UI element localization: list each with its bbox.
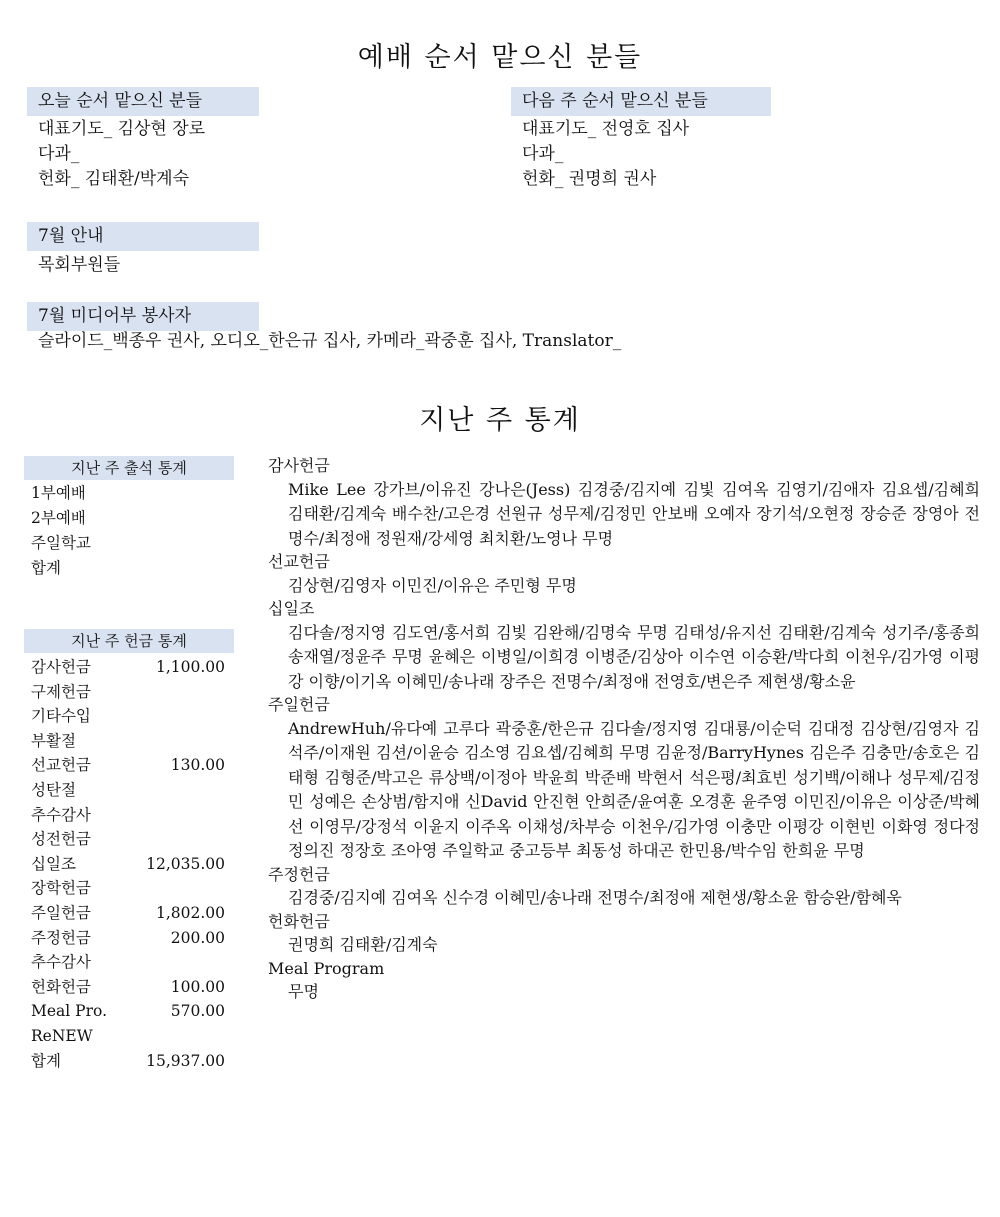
donor-group [268,694,980,864]
offering-row-name: 선교헌금 [31,756,91,775]
attendance-row: 1부예배 [31,484,86,502]
donor-group [268,911,980,958]
section-title-last-week-stats: 지난 주 통계 [419,405,581,436]
donor-names: Mike Lee 강가브/이유진 강나은(Jess) 김경중/김지예 김빛 김여옥 김영기/김애자 김요셉/김혜희 김태환/김계숙 배수찬/고은경 선원규 성무제/김정민 안보배 오예자 장기석/오현정 장승준 장영아 전명수/최정애 정원재/강세영 최치환/노영나 무명 [288,479,980,548]
offering-row-name: 구제헌금 [31,682,91,701]
next-week-role-flowers: 헌화_ 권명희 권사 [522,169,657,189]
offering-row-amount: 200.00 [170,928,225,947]
donor-names: AndrewHuh/유다예 고루다 곽중훈/한은규 김다솔/정지영 김대룡/이순덕 김대정 김상현/김영자 김석주/이재원 김션/이윤승 김소영 김요셉/김혜희 무명 김윤정/BarryHynes 김은주 김충만/송호은 김태형 김형준/박고은 류상백/이정아 박윤희 박준배 박현서 석은평/최효빈 성기백/이해나 성무제/김정민 성예은 손상범/함지애 신David 안진현 안희준/윤여훈 오경훈 윤주영 이민진/이유은 이상준/박혜선 이영무/강정석 이윤지 이주옥 이채성/차부승 이천우/김가영 이충만 이평강 이현빈 이화영 정다정 정의진 정장호 조아영 주일학교 중고등부 최동성 하대곤 한민용/박수임 한희윤 무명 [288,718,980,860]
today-role-refreshment: 다과_ [38,144,80,164]
offering-row-name: 감사헌금 [31,658,91,676]
donor-category: 선교헌금 [268,552,330,571]
offering-row-name: ReNEW [31,1027,93,1045]
donor-category: 주일헌금 [268,695,330,714]
offering-row-amount: 15,937.00 [146,1051,225,1070]
offering-row-amount: 100.00 [170,977,225,996]
donor-names: 김경중/김지예 김여옥 신수경 이혜민/송나래 전명수/최정애 제현생/황소윤 함승완/함혜욱 [288,888,902,907]
offering-row-amount: 1,100.00 [155,658,225,676]
offering-row-name: Meal Pro. [31,1002,107,1021]
attendance-header: 지난 주 출석 통계 [24,456,234,480]
donor-group [268,958,980,1005]
offering-row-amount: 12,035.00 [146,854,225,873]
attendance-row: 주일학교 [31,534,91,552]
offering-list [31,655,225,1075]
offering-row-name: 주정헌금 [31,928,91,947]
next-week-role-refreshment: 다과_ [522,144,564,164]
donor-category: 헌화헌금 [268,911,330,931]
offering-row-amount: 1,802.00 [155,904,225,922]
donor-names: 권명희 김태환/김계숙 [288,935,438,954]
july-notice-header: 7월 안내 [27,222,259,251]
july-notice-text: 목회부원들 [38,255,121,275]
offering-row-name: 추수감사 [31,805,91,824]
donor-group [268,455,980,551]
donor-names: 무명 [288,982,319,1001]
offering-row-name: 기타수입 [31,707,91,726]
attendance-row: 합계 [31,559,61,577]
donor-category: 감사헌금 [268,456,330,475]
today-role-flowers: 헌화_ 김태환/박계숙 [38,169,190,189]
donor-category: Meal Program [268,958,385,978]
offering-row-name: 합계 [31,1051,61,1070]
offering-header: 지난 주 헌금 통계 [24,629,234,653]
next-week-roles-header: 다음 주 순서 맡으신 분들 [511,87,771,116]
offering-row-name: 부활절 [31,731,76,750]
donor-category: 십일조 [268,599,315,618]
july-media-text: 슬라이드_백종우 권사, 오디오_한은규 집사, 카메라_곽중훈 집사, Translator_ [38,331,622,351]
attendance-row: 2부예배 [31,509,86,527]
donor-names: 김상현/김영자 이민진/이유은 주민형 무명 [288,575,577,595]
donor-names: 김다솔/정지영 김도연/홍서희 김빛 김완해/김명숙 무명 김태성/유지선 김태환/김계숙 성기주/홍종희 송재열/정윤주 무명 윤혜은 이병일/이희경 이병준/김상아 이수연 이승환/박다희 이천우/김가영 이평강 이향/이기옥 이혜민/송나래 장주은 전명수/최정애 전영호/변은주 제현생/황소윤 [288,622,980,691]
donor-category: 주정헌금 [268,864,330,884]
donor-group [268,598,980,694]
offering-row-name: 성전헌금 [31,830,91,849]
offering-row-name: 추수감사 [31,953,91,972]
donor-group [268,551,980,598]
today-roles-header: 오늘 순서 맡으신 분들 [27,87,259,116]
next-week-role-prayer: 대표기도_ 전영호 집사 [522,119,690,139]
attendance-list [31,481,226,581]
offering-row-name: 주일헌금 [31,904,91,922]
offering-row-name: 성탄절 [31,781,76,799]
offering-row-amount: 570.00 [170,1002,225,1021]
today-role-prayer: 대표기도_ 김상현 장로 [38,119,206,139]
donor-group [268,864,980,911]
offering-row-name: 헌화헌금 [31,977,91,996]
donor-list [268,455,980,1005]
offering-row-name: 십일조 [31,854,76,873]
offering-row-amount: 130.00 [170,756,225,775]
section-title-service-roles: 예배 순서 맡으신 분들 [357,42,643,73]
offering-row-name: 장학헌금 [31,879,91,898]
july-media-header: 7월 미디어부 봉사자 [27,302,259,331]
